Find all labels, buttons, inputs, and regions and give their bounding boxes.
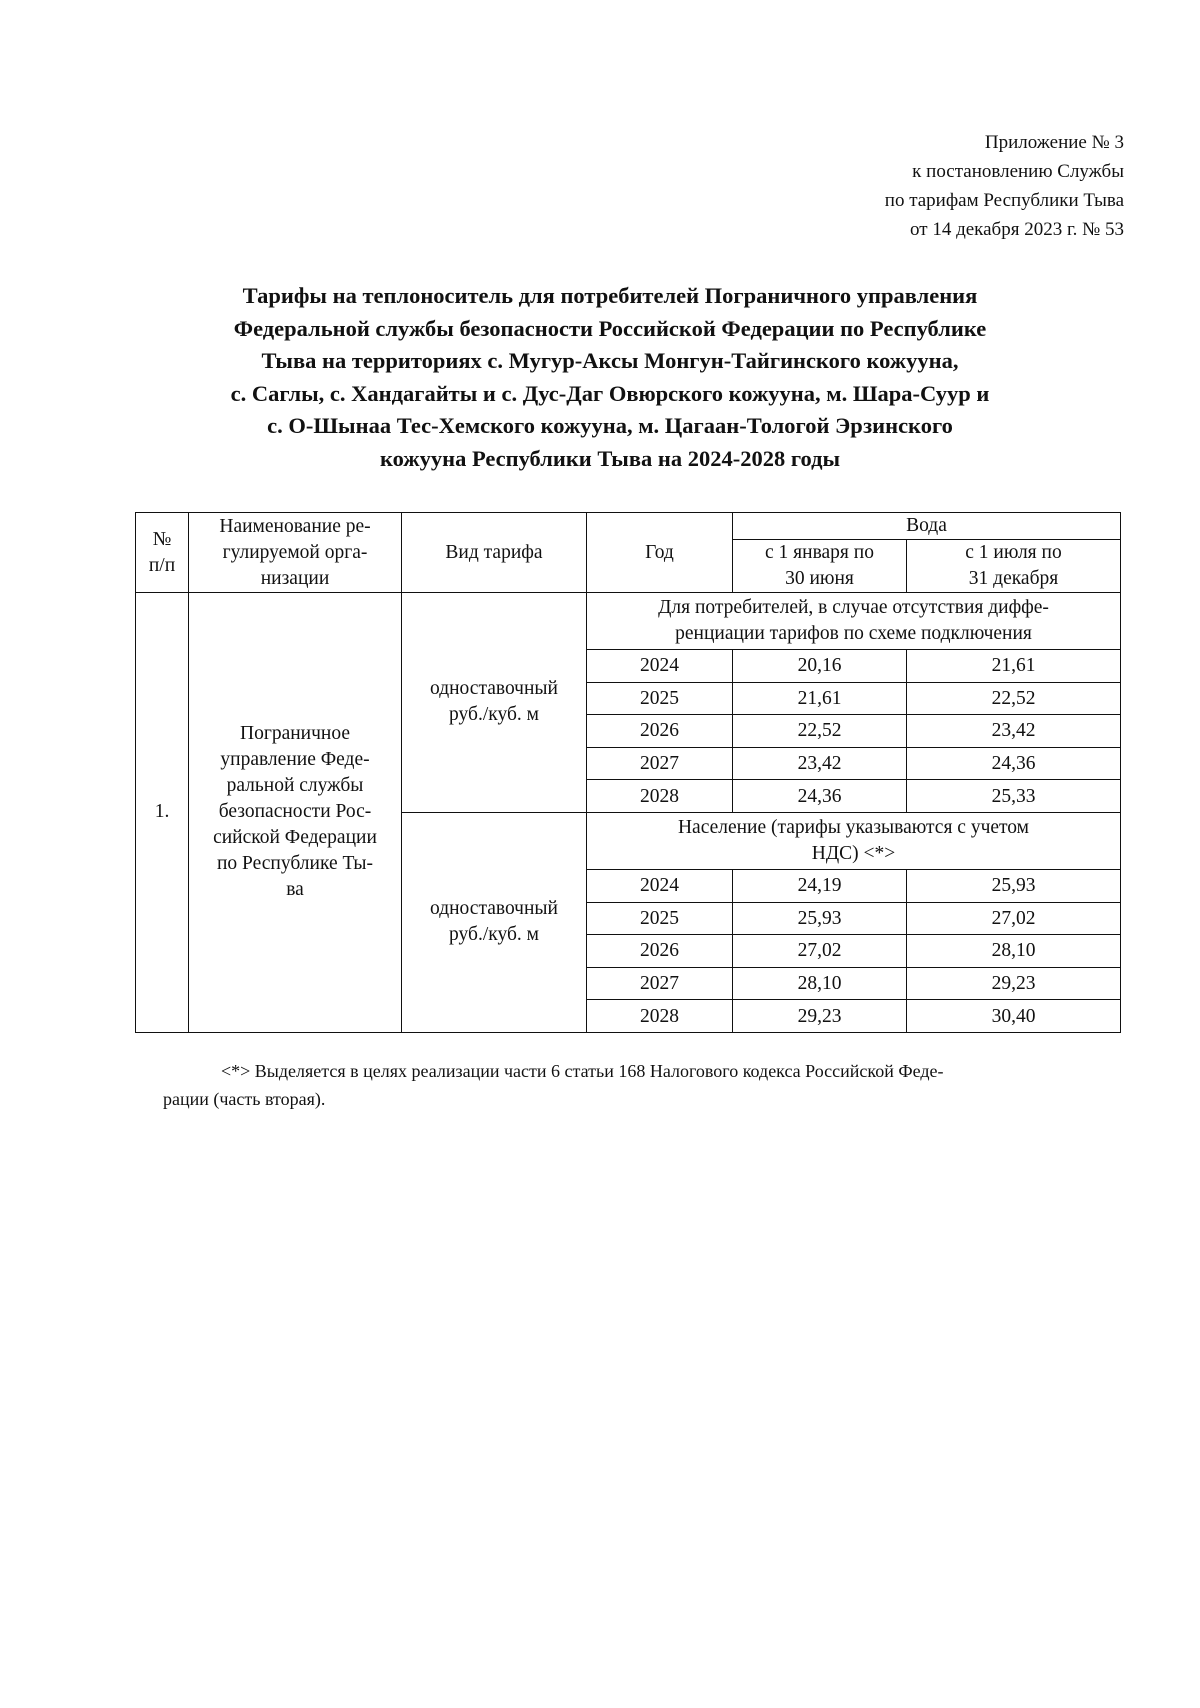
tariff-value-cell: 25,93	[907, 869, 1121, 902]
year-cell: 2028	[587, 1000, 733, 1033]
footnote	[163, 1057, 1120, 1113]
title-line: с. О-Шынаа Тес-Хемского кожууна, м. Цагаан-Тологой Эрзинского	[267, 413, 953, 438]
header-year: Год	[587, 513, 733, 593]
year-cell: 2026	[587, 935, 733, 968]
tariff-value-cell: 29,23	[907, 967, 1121, 1000]
header-water: Вода	[733, 513, 1121, 540]
year-cell: 2025	[587, 682, 733, 715]
appendix-line: Приложение № 3	[984, 132, 1124, 153]
group-heading: Для потребителей, в случае отсутствия диффе- ренциации тарифов по схеме подключения	[587, 593, 1121, 650]
table-group-heading-row	[136, 593, 1121, 650]
tariff-value-cell: 24,36	[733, 780, 907, 813]
year-cell: 2024	[587, 869, 733, 902]
table-header-row	[136, 513, 1121, 540]
year-cell: 2026	[587, 715, 733, 748]
header-period-first-half: с 1 января по 30 июня	[733, 540, 907, 593]
document-title	[130, 280, 1090, 475]
header-organization: Наименование ре- гулируемой орга- низации	[189, 513, 402, 593]
tariff-value-cell: 24,36	[907, 747, 1121, 780]
tariff-value-cell: 21,61	[733, 682, 907, 715]
tariff-value-cell: 27,02	[733, 935, 907, 968]
organization-name: Пограничное управление Феде- ральной службы безопасности Рос- сийской Федерации по Республике Ты- ва	[189, 593, 402, 1033]
appendix-line: к постановлению Службы	[912, 161, 1124, 182]
group-heading: Население (тарифы указываются с учетом НДС) <*>	[587, 812, 1121, 869]
title-line: с. Саглы, с. Хандагайты и с. Дус-Даг Овюрского кожууна, м. Шара-Суур и	[230, 380, 990, 406]
tariff-value-cell: 22,52	[907, 682, 1121, 715]
tariff-value-cell: 22,52	[733, 715, 907, 748]
tariff-value-cell: 24,19	[733, 869, 907, 902]
year-cell: 2027	[587, 747, 733, 780]
tariff-table	[135, 512, 1121, 1033]
header-number: № п/п	[136, 513, 189, 593]
tariff-value-cell: 30,40	[907, 1000, 1121, 1033]
year-cell: 2027	[587, 967, 733, 1000]
title-line: кожууна Республики Тыва на 2024-2028 годы	[379, 445, 841, 471]
year-cell: 2025	[587, 902, 733, 935]
header-tariff-type: Вид тарифа	[402, 513, 587, 593]
year-cell: 2024	[587, 650, 733, 683]
title-line: Федеральной службы безопасности Российской Федерации по Республике	[233, 315, 987, 341]
title-line: Тыва на территориях с. Мугур-Аксы Монгун-Тайгинского кожууна,	[261, 348, 959, 373]
tariff-value-cell: 28,10	[733, 967, 907, 1000]
title-line: Тарифы на теплоноситель для потребителей Пограничного управления	[242, 283, 978, 308]
tariff-value-cell: 25,33	[907, 780, 1121, 813]
tariff-value-cell: 27,02	[907, 902, 1121, 935]
footnote-line: рации (часть вторая).	[163, 1089, 326, 1109]
tariff-value-cell: 25,93	[733, 902, 907, 935]
tariff-value-cell: 20,16	[733, 650, 907, 683]
row-number: 1.	[136, 593, 189, 1033]
tariff-value-cell: 28,10	[907, 935, 1121, 968]
tariff-value-cell: 23,42	[907, 715, 1121, 748]
appendix-line: по тарифам Республики Тыва	[884, 190, 1124, 211]
tariff-value-cell: 29,23	[733, 1000, 907, 1033]
appendix-line: от 14 декабря 2023 г. № 53	[910, 219, 1124, 240]
tariff-value-cell: 21,61	[907, 650, 1121, 683]
tariff-type-cell: одноставочный руб./куб. м	[402, 593, 587, 813]
header-period-second-half: с 1 июля по 31 декабря	[907, 540, 1121, 593]
footnote-line: <*> Выделяется в целях реализации части 6 статьи 168 Налогового кодекса Российской Феде-	[221, 1061, 944, 1081]
tariff-value-cell: 23,42	[733, 747, 907, 780]
year-cell: 2028	[587, 780, 733, 813]
tariff-type-cell: одноставочный руб./куб. м	[402, 812, 587, 1032]
appendix-reference	[704, 128, 1124, 244]
